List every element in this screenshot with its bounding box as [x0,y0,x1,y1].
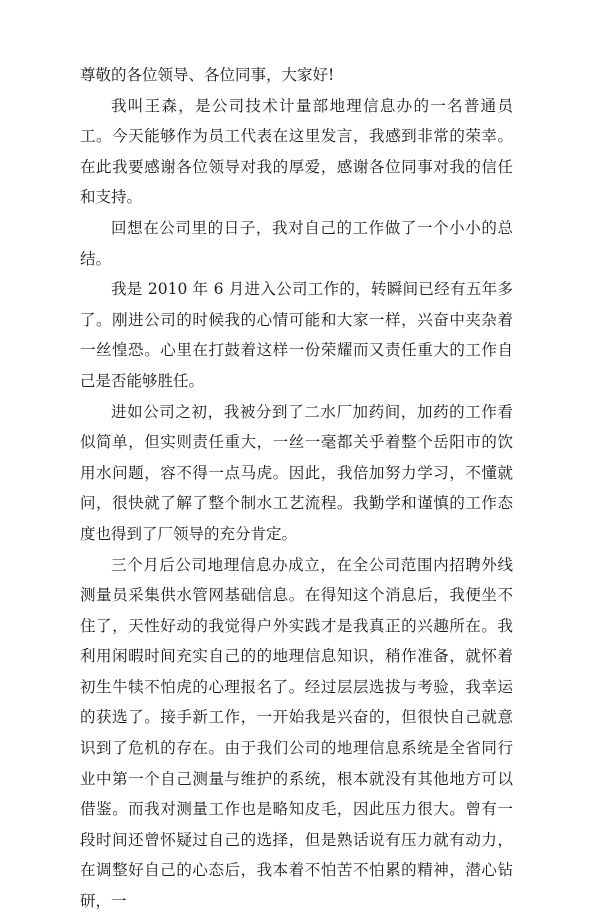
summary-intro-paragraph: 回想在公司里的日子，我对自己的工作做了一个小小的总结。 [80,218,513,268]
gis-office-paragraph: 三个月后公司地理信息办成立，在全公司范围内招聘外线测量员采集供水管网基础信息。在得知这个消息后，我便坐不住了，天性好动的我觉得户外实践才是我真正的兴趣所在。我利用闲暇时间充实自己的的地理信息知识，稍作准备，就怀着初生牛犊不怕虎的心理报名了。经过层层选拔与考验，我幸运的获选了。接手新工作，一开始我是兴奋的，但很快自己就意识到了危机的存在。由于我们公司的地理信息系统是全省同行业中第一个自己测量与维护的系统，根本就没有其他地方可以借鉴。而我对测量工作也是略知皮毛，因此压力很大。曾有一段时间还曾怀疑过自己的选择，但是熟话说有压力就有动力，在调整好自己的心态后，我本着不怕苦不怕累的精神，潜心钻研，一 [80,555,513,911]
speech-text [80,60,513,917]
introduction-paragraph: 我叫王森，是公司技术计量部地理信息办的一名普通员工。今天能够作为员工代表在这里发言，我感到非常的荣幸。在此我要感谢各位领导对我的厚爱，感谢各位同事对我的信任和支持。 [80,96,513,207]
joining-company-paragraph: 我是 2010 年 6 月进入公司工作的，转瞬间已经有五年多了。刚进公司的时候我的心情可能和大家一样，兴奋中夹杂着一丝惶恐。心里在打鼓着这样一份荣耀而又责任重大的工作自己是否能够胜任。 [80,280,513,390]
greeting-paragraph: 尊敬的各位领导、各位同事，大家好! [80,66,335,84]
water-plant-paragraph: 进如公司之初，我被分到了二水厂加药间，加药的工作看似简单，但实则责任重大，一丝一毫都关乎着整个岳阳市的饮用水问题，容不得一点马虎。因此，我倍加努力学习，不懂就问，很快就了解了整个制水工艺流程。我勤学和谨慎的工作态度也得到了厂领导的充分肯定。 [80,402,513,543]
